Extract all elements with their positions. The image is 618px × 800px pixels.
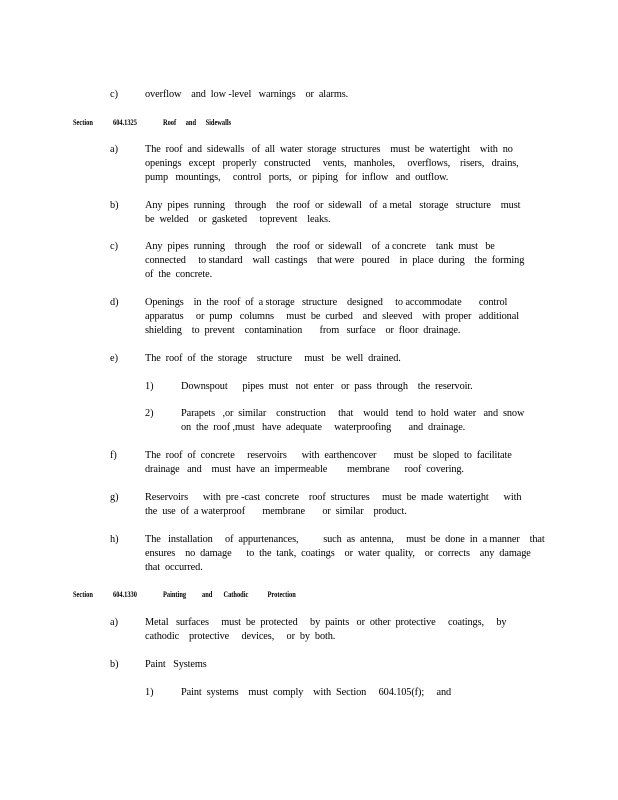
- item-text-line: openings except properly constructed vents, manholes, overflows, risers, drains,: [145, 158, 519, 169]
- section-label: Section: [73, 118, 93, 127]
- item-text-line: ensures no damage to the tank, coatings or water quality, or corrects any damage: [145, 548, 531, 559]
- item-label: f): [110, 450, 117, 461]
- item-text-line: the use of a waterproof membrane or similar product.: [145, 506, 407, 517]
- item-text-line: The roof of the storage structure must be well drained.: [145, 353, 401, 364]
- item-text-line: be welded or gasketed toprevent leaks.: [145, 214, 331, 225]
- item-text-line: Openings in the roof of a storage structure designed to accommodate control: [145, 297, 508, 308]
- item-label: a): [110, 144, 118, 155]
- item-text-line: Metal surfaces must be protected by paints or other protective coatings, by: [145, 617, 507, 628]
- section-title: Roof and Sidewalls: [163, 118, 232, 127]
- subitem-text-line: Paint systems must comply with Section 604.105(f); and: [181, 687, 452, 698]
- section-number: 604.1330: [113, 590, 137, 599]
- item-text-line: connected to standard wall castings that were poured in place during the forming: [145, 255, 525, 266]
- item-label: b): [110, 659, 119, 670]
- item-text-line: shielding to prevent contamination from surface or floor drainage.: [145, 325, 461, 336]
- item-text-line: apparatus or pump columns must be curbed and sleeved with proper additional: [145, 311, 519, 322]
- item-text-line: that occurred.: [145, 562, 203, 573]
- subitem-text-line: Parapets ,or similar construction that would tend to hold water and snow: [181, 408, 525, 419]
- item-text-line: Reservoirs with pre -cast concrete roof structures must be made watertight with: [145, 492, 522, 503]
- item-text-line: Paint Systems: [145, 659, 207, 670]
- subitem-text-line: Downspout pipes must not enter or pass through the reservoir.: [181, 381, 473, 392]
- item-text-line: overflow and low -level warnings or alarms.: [145, 89, 349, 100]
- subitem-label: 1): [145, 381, 154, 392]
- item-text-line: of the concrete.: [145, 269, 213, 280]
- subitem-label: 2): [145, 408, 154, 419]
- item-text-line: The installation of appurtenances, such as antenna, must be done in a manner that: [145, 534, 545, 545]
- item-text-line: The roof and sidewalls of all water storage structures must be watertight with no: [145, 144, 513, 155]
- section-label: Section: [73, 590, 93, 599]
- item-label: c): [110, 89, 118, 100]
- item-text-line: pump mountings, control ports, or piping for inflow and outflow.: [145, 172, 449, 183]
- item-label: a): [110, 617, 118, 628]
- item-label: b): [110, 200, 119, 211]
- item-text-line: The roof of concrete reservoirs with earthencover must be sloped to facilitate: [145, 450, 512, 461]
- item-label: g): [110, 492, 119, 503]
- item-text-line: Any pipes running through the roof or sidewall of a metal storage structure must: [145, 200, 521, 211]
- item-text-line: Any pipes running through the roof or sidewall of a concrete tank must be: [145, 241, 495, 252]
- section-number: 604.1325: [113, 118, 137, 127]
- item-label: c): [110, 241, 118, 252]
- item-text-line: drainage and must have an impermeable membrane roof covering.: [145, 464, 464, 475]
- section-title: Painting and Cathodic Protection: [163, 590, 296, 599]
- subitem-label: 1): [145, 687, 154, 698]
- item-label: e): [110, 353, 118, 364]
- item-label: d): [110, 297, 119, 308]
- item-text-line: cathodic protective devices, or by both.: [145, 631, 336, 642]
- subitem-text-line: on the roof ,must have adequate waterproofing and drainage.: [181, 422, 466, 433]
- item-label: h): [110, 534, 119, 545]
